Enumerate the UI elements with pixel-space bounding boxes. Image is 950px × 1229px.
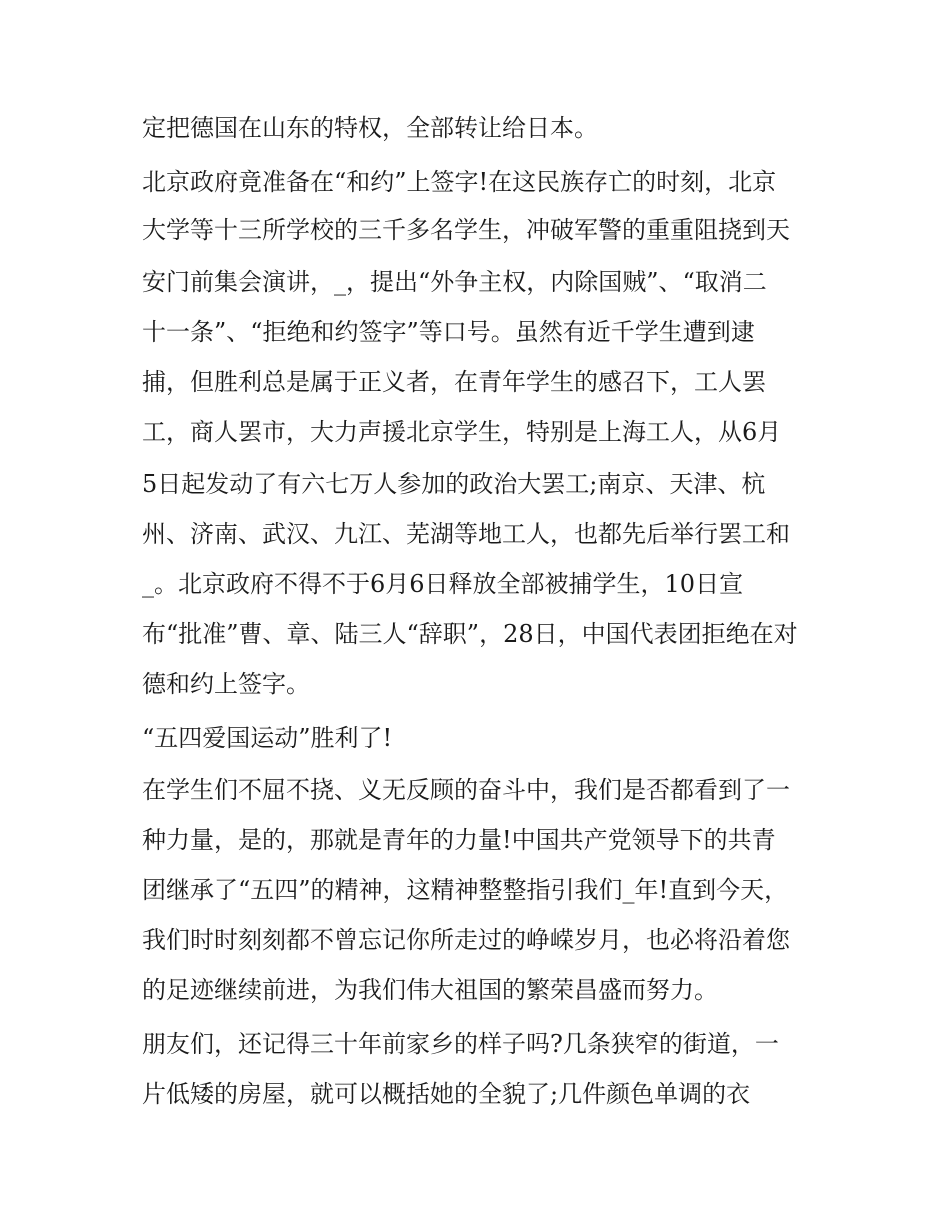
text-line: 德和约上签字。 (142, 670, 310, 698)
text-line: 种力量，是的，那就是青年的力量!中国共产党领导下的共青 (142, 826, 776, 854)
text-line: 安门前集会演讲，_，提出“外争主权，内除国贼”、“取消二 (142, 268, 767, 296)
text-line: 在学生们不屈不挠、义无反顾的奋斗中，我们是否都看到了一 (142, 776, 790, 804)
text-line: 朋友们，还记得三十年前家乡的样子吗?几条狭窄的街道，一 (142, 1030, 779, 1058)
text-line: 大学等十三所学校的三千多名学生，冲破军警的重重阻挠到天 (142, 216, 790, 244)
text-line: 5日起发动了有六七万人参加的政治大罢工;南京、天津、杭 (142, 470, 766, 498)
text-line: _。北京政府不得不于6月6日释放全部被捕学生，10日宣 (142, 570, 744, 598)
text-line: 十一条”、“拒绝和约签字”等口号。虽然有近千学生遭到逮 (142, 318, 755, 346)
text-line: 捕，但胜利总是属于正义者，在青年学生的感召下，工人罢 (142, 368, 766, 396)
text-line: 北京政府竟准备在“和约”上签字!在这民族存亡的时刻，北京 (142, 168, 777, 196)
text-line: 布“批准”曹、章、陆三人“辞职”，28日，中国代表团拒绝在对 (142, 620, 798, 648)
text-line: “五四爱国运动”胜利了! (142, 724, 393, 752)
text-line: 团继承了“五四”的精神，这精神整整指引我们_年!直到今天， (142, 876, 789, 904)
text-line: 工，商人罢市，大力声援北京学生，特别是上海工人，从6月 (142, 418, 782, 446)
text-line: 州、济南、武汉、九江、芜湖等地工人，也都先后举行罢工和 (142, 520, 790, 548)
text-line: 我们时时刻刻都不曾忘记你所走过的峥嵘岁月，也必将沿着您 (142, 926, 790, 954)
text-line: 片低矮的房屋，就可以概括她的全貌了;几件颜色单调的衣 (142, 1080, 751, 1108)
text-line: 的足迹继续前进，为我们伟大祖国的繁荣昌盛而努力。 (142, 976, 718, 1004)
text-line: 定把德国在山东的特权，全部转让给日本。 (142, 114, 598, 142)
